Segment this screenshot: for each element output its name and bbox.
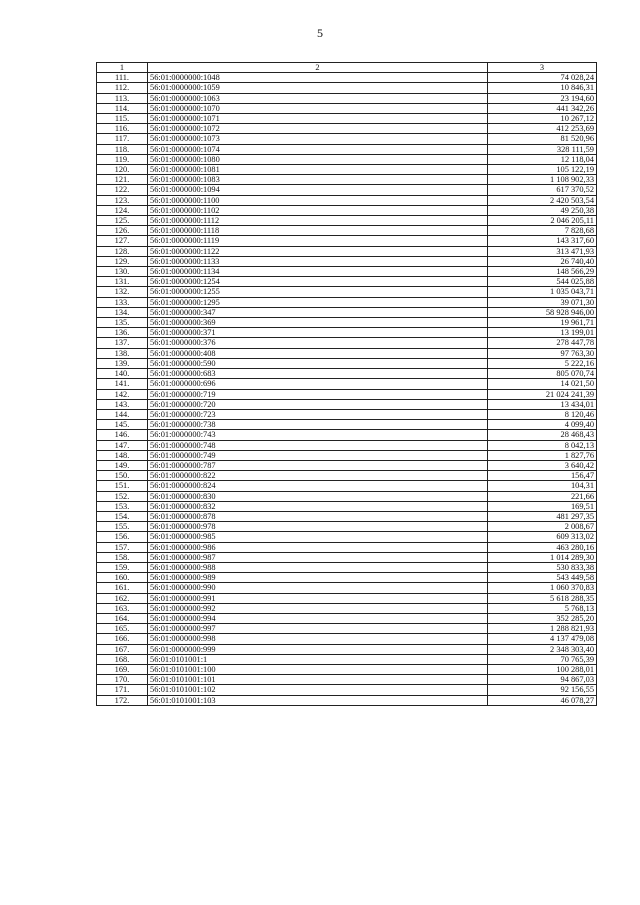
row-index: 165. xyxy=(97,624,148,634)
row-index: 161. xyxy=(97,583,148,593)
cadastral-value: 530 833,38 xyxy=(488,562,597,572)
row-index: 131. xyxy=(97,277,148,287)
cadastral-number: 56:01:0000000:371 xyxy=(148,328,488,338)
table-row xyxy=(97,195,597,205)
cadastral-value: 148 566,29 xyxy=(488,267,597,277)
cadastral-number: 56:01:0000000:1071 xyxy=(148,114,488,124)
row-index: 162. xyxy=(97,593,148,603)
column-header-cadastral-number: 2 xyxy=(148,63,488,73)
cadastral-value: 70 765,39 xyxy=(488,654,597,664)
cadastral-value: 13 199,01 xyxy=(488,328,597,338)
cadastral-number: 56:01:0000000:1112 xyxy=(148,216,488,226)
cadastral-value: 46 078,27 xyxy=(488,695,597,705)
cadastral-value: 1 288 821,93 xyxy=(488,624,597,634)
table-row xyxy=(97,399,597,409)
row-index: 166. xyxy=(97,634,148,644)
table-row xyxy=(97,134,597,144)
cadastral-value: 8 042,13 xyxy=(488,440,597,450)
row-index: 126. xyxy=(97,226,148,236)
cadastral-number: 56:01:0000000:720 xyxy=(148,399,488,409)
cadastral-number: 56:01:0101001:102 xyxy=(148,685,488,695)
row-index: 144. xyxy=(97,409,148,419)
row-index: 122. xyxy=(97,185,148,195)
cadastral-value: 12 118,04 xyxy=(488,154,597,164)
row-index: 128. xyxy=(97,246,148,256)
cadastral-value: 2 046 205,11 xyxy=(488,216,597,226)
table-row xyxy=(97,664,597,674)
table-row xyxy=(97,144,597,154)
row-index: 146. xyxy=(97,430,148,440)
row-index: 135. xyxy=(97,318,148,328)
table-row xyxy=(97,328,597,338)
table-row xyxy=(97,562,597,572)
row-index: 141. xyxy=(97,379,148,389)
row-index: 171. xyxy=(97,685,148,695)
table-row xyxy=(97,593,597,603)
row-index: 148. xyxy=(97,450,148,460)
cadastral-number: 56:01:0000000:990 xyxy=(148,583,488,593)
cadastral-value: 8 120,46 xyxy=(488,409,597,419)
cadastral-value: 74 028,24 xyxy=(488,73,597,83)
table-row xyxy=(97,389,597,399)
cadastral-value: 2 008,67 xyxy=(488,522,597,532)
table-row xyxy=(97,685,597,695)
cadastral-value-table xyxy=(96,62,597,706)
cadastral-number: 56:01:0000000:1073 xyxy=(148,134,488,144)
cadastral-value: 617 370,52 xyxy=(488,185,597,195)
cadastral-number: 56:01:0000000:347 xyxy=(148,307,488,317)
table-row xyxy=(97,369,597,379)
row-index: 170. xyxy=(97,675,148,685)
row-index: 168. xyxy=(97,654,148,664)
cadastral-value: 10 267,12 xyxy=(488,114,597,124)
table-row xyxy=(97,409,597,419)
table-row xyxy=(97,481,597,491)
cadastral-value: 143 317,60 xyxy=(488,236,597,246)
table-row xyxy=(97,236,597,246)
row-index: 167. xyxy=(97,644,148,654)
table-row xyxy=(97,379,597,389)
table-row xyxy=(97,542,597,552)
cadastral-value: 49 250,38 xyxy=(488,205,597,215)
cadastral-number: 56:01:0000000:1134 xyxy=(148,267,488,277)
table-row xyxy=(97,226,597,236)
table-row xyxy=(97,532,597,542)
row-index: 140. xyxy=(97,369,148,379)
cadastral-number: 56:01:0000000:1119 xyxy=(148,236,488,246)
cadastral-number: 56:01:0000000:696 xyxy=(148,379,488,389)
cadastral-value: 441 342,26 xyxy=(488,103,597,113)
cadastral-value: 26 740,40 xyxy=(488,256,597,266)
row-index: 114. xyxy=(97,103,148,113)
row-index: 154. xyxy=(97,511,148,521)
row-index: 153. xyxy=(97,501,148,511)
row-index: 163. xyxy=(97,603,148,613)
cadastral-number: 56:01:0000000:1295 xyxy=(148,297,488,307)
cadastral-number: 56:01:0000000:748 xyxy=(148,440,488,450)
table-row xyxy=(97,420,597,430)
cadastral-value: 21 024 241,39 xyxy=(488,389,597,399)
cadastral-number: 56:01:0000000:787 xyxy=(148,460,488,470)
cadastral-value: 544 025,88 xyxy=(488,277,597,287)
cadastral-value: 1 035 043,71 xyxy=(488,287,597,297)
row-index: 139. xyxy=(97,358,148,368)
cadastral-value: 94 867,03 xyxy=(488,675,597,685)
table-row xyxy=(97,552,597,562)
table-row xyxy=(97,644,597,654)
table-row xyxy=(97,93,597,103)
cadastral-value: 481 297,35 xyxy=(488,511,597,521)
cadastral-number: 56:01:0000000:749 xyxy=(148,450,488,460)
cadastral-number: 56:01:0000000:989 xyxy=(148,573,488,583)
row-index: 136. xyxy=(97,328,148,338)
cadastral-number: 56:01:0000000:743 xyxy=(148,430,488,440)
cadastral-number: 56:01:0101001:103 xyxy=(148,695,488,705)
row-index: 137. xyxy=(97,338,148,348)
table-row xyxy=(97,267,597,277)
cadastral-number: 56:01:0000000:997 xyxy=(148,624,488,634)
row-index: 159. xyxy=(97,562,148,572)
table-row xyxy=(97,654,597,664)
cadastral-number: 56:01:0000000:999 xyxy=(148,644,488,654)
table-row xyxy=(97,471,597,481)
cadastral-number: 56:01:0000000:998 xyxy=(148,634,488,644)
table-row xyxy=(97,256,597,266)
cadastral-value: 1 014 289,30 xyxy=(488,552,597,562)
table-row xyxy=(97,634,597,644)
cadastral-number: 56:01:0000000:1133 xyxy=(148,256,488,266)
cadastral-value: 58 928 946,00 xyxy=(488,307,597,317)
cadastral-value: 543 449,58 xyxy=(488,573,597,583)
cadastral-value: 14 021,50 xyxy=(488,379,597,389)
cadastral-value: 1 827,76 xyxy=(488,450,597,460)
cadastral-number: 56:01:0000000:1083 xyxy=(148,175,488,185)
cadastral-value: 169,51 xyxy=(488,501,597,511)
cadastral-number: 56:01:0000000:985 xyxy=(148,532,488,542)
cadastral-number: 56:01:0000000:1100 xyxy=(148,195,488,205)
cadastral-number: 56:01:0000000:1080 xyxy=(148,154,488,164)
cadastral-number: 56:01:0000000:991 xyxy=(148,593,488,603)
table-row xyxy=(97,338,597,348)
row-index: 150. xyxy=(97,471,148,481)
row-index: 113. xyxy=(97,93,148,103)
cadastral-number: 56:01:0000000:683 xyxy=(148,369,488,379)
row-index: 151. xyxy=(97,481,148,491)
cadastral-value: 1 060 370,83 xyxy=(488,583,597,593)
table-row xyxy=(97,348,597,358)
table-row xyxy=(97,603,597,613)
column-header-index: 1 xyxy=(97,63,148,73)
cadastral-value: 28 468,43 xyxy=(488,430,597,440)
row-index: 156. xyxy=(97,532,148,542)
row-index: 120. xyxy=(97,165,148,175)
table-body xyxy=(97,73,597,706)
cadastral-number: 56:01:0000000:1254 xyxy=(148,277,488,287)
cadastral-number: 56:01:0000000:1070 xyxy=(148,103,488,113)
row-index: 117. xyxy=(97,134,148,144)
table-row xyxy=(97,511,597,521)
row-index: 142. xyxy=(97,389,148,399)
cadastral-number: 56:01:0101001:1 xyxy=(148,654,488,664)
row-index: 125. xyxy=(97,216,148,226)
cadastral-value: 609 313,02 xyxy=(488,532,597,542)
table-row xyxy=(97,460,597,470)
cadastral-number: 56:01:0000000:822 xyxy=(148,471,488,481)
cadastral-number: 56:01:0000000:369 xyxy=(148,318,488,328)
table-row xyxy=(97,358,597,368)
row-index: 130. xyxy=(97,267,148,277)
cadastral-number: 56:01:0000000:992 xyxy=(148,603,488,613)
table-row xyxy=(97,440,597,450)
row-index: 143. xyxy=(97,399,148,409)
cadastral-number: 56:01:0000000:1122 xyxy=(148,246,488,256)
page-number: 5 xyxy=(317,26,323,40)
table-row xyxy=(97,73,597,83)
table-row xyxy=(97,277,597,287)
row-index: 124. xyxy=(97,205,148,215)
table-row xyxy=(97,175,597,185)
row-index: 157. xyxy=(97,542,148,552)
row-index: 123. xyxy=(97,195,148,205)
cadastral-number: 56:01:0000000:986 xyxy=(148,542,488,552)
row-index: 121. xyxy=(97,175,148,185)
cadastral-number: 56:01:0101001:100 xyxy=(148,664,488,674)
cadastral-value: 92 156,55 xyxy=(488,685,597,695)
cadastral-number: 56:01:0000000:1074 xyxy=(148,144,488,154)
table-row xyxy=(97,83,597,93)
row-index: 172. xyxy=(97,695,148,705)
column-header-value: 3 xyxy=(488,63,597,73)
row-index: 132. xyxy=(97,287,148,297)
table-row xyxy=(97,165,597,175)
cadastral-value: 105 122,19 xyxy=(488,165,597,175)
cadastral-value: 7 828,68 xyxy=(488,226,597,236)
cadastral-value: 5 222,16 xyxy=(488,358,597,368)
cadastral-value: 313 471,93 xyxy=(488,246,597,256)
cadastral-value: 2 420 503,54 xyxy=(488,195,597,205)
cadastral-value: 13 434,01 xyxy=(488,399,597,409)
row-index: 164. xyxy=(97,613,148,623)
cadastral-number: 56:01:0000000:590 xyxy=(148,358,488,368)
table-row xyxy=(97,154,597,164)
cadastral-number: 56:01:0000000:830 xyxy=(148,491,488,501)
row-index: 116. xyxy=(97,124,148,134)
table-row xyxy=(97,583,597,593)
cadastral-value: 2 348 303,40 xyxy=(488,644,597,654)
cadastral-number: 56:01:0000000:1072 xyxy=(148,124,488,134)
row-index: 127. xyxy=(97,236,148,246)
table-header-row xyxy=(97,63,597,73)
row-index: 115. xyxy=(97,114,148,124)
cadastral-value: 412 253,69 xyxy=(488,124,597,134)
cadastral-number: 56:01:0000000:1063 xyxy=(148,93,488,103)
row-index: 158. xyxy=(97,552,148,562)
cadastral-number: 56:01:0000000:408 xyxy=(148,348,488,358)
cadastral-value: 10 846,31 xyxy=(488,83,597,93)
table-row xyxy=(97,501,597,511)
row-index: 138. xyxy=(97,348,148,358)
row-index: 155. xyxy=(97,522,148,532)
cadastral-value: 5 618 288,35 xyxy=(488,593,597,603)
cadastral-number: 56:01:0000000:723 xyxy=(148,409,488,419)
cadastral-value: 3 640,42 xyxy=(488,460,597,470)
cadastral-number: 56:01:0000000:987 xyxy=(148,552,488,562)
row-index: 152. xyxy=(97,491,148,501)
row-index: 147. xyxy=(97,440,148,450)
cadastral-number: 56:01:0000000:824 xyxy=(148,481,488,491)
row-index: 134. xyxy=(97,307,148,317)
cadastral-number: 56:01:0000000:1048 xyxy=(148,73,488,83)
table-row xyxy=(97,522,597,532)
cadastral-number: 56:01:0000000:1094 xyxy=(148,185,488,195)
row-index: 145. xyxy=(97,420,148,430)
cadastral-number: 56:01:0000000:978 xyxy=(148,522,488,532)
cadastral-value: 352 285,20 xyxy=(488,613,597,623)
cadastral-value: 19 961,71 xyxy=(488,318,597,328)
cadastral-value: 23 194,60 xyxy=(488,93,597,103)
table-row xyxy=(97,103,597,113)
table-row xyxy=(97,624,597,634)
table-row xyxy=(97,124,597,134)
table-row xyxy=(97,216,597,226)
cadastral-number: 56:01:0000000:719 xyxy=(148,389,488,399)
cadastral-number: 56:01:0000000:376 xyxy=(148,338,488,348)
cadastral-number: 56:01:0000000:738 xyxy=(148,420,488,430)
cadastral-number: 56:01:0000000:1081 xyxy=(148,165,488,175)
table-row xyxy=(97,318,597,328)
cadastral-number: 56:01:0000000:878 xyxy=(148,511,488,521)
cadastral-value: 5 768,13 xyxy=(488,603,597,613)
cadastral-value: 4 099,40 xyxy=(488,420,597,430)
cadastral-number: 56:01:0000000:988 xyxy=(148,562,488,572)
cadastral-number: 56:01:0101001:101 xyxy=(148,675,488,685)
cadastral-number: 56:01:0000000:1059 xyxy=(148,83,488,93)
table-row xyxy=(97,307,597,317)
table-row xyxy=(97,205,597,215)
row-index: 133. xyxy=(97,297,148,307)
table-row xyxy=(97,695,597,705)
cadastral-value: 104,31 xyxy=(488,481,597,491)
row-index: 112. xyxy=(97,83,148,93)
cadastral-value: 156,47 xyxy=(488,471,597,481)
row-index: 119. xyxy=(97,154,148,164)
table-row xyxy=(97,297,597,307)
cadastral-number: 56:01:0000000:1255 xyxy=(148,287,488,297)
table-row xyxy=(97,430,597,440)
table-row xyxy=(97,450,597,460)
row-index: 160. xyxy=(97,573,148,583)
table-row xyxy=(97,613,597,623)
row-index: 111. xyxy=(97,73,148,83)
cadastral-value: 81 520,96 xyxy=(488,134,597,144)
cadastral-number: 56:01:0000000:994 xyxy=(148,613,488,623)
cadastral-value: 278 447,78 xyxy=(488,338,597,348)
row-index: 169. xyxy=(97,664,148,674)
table-row xyxy=(97,491,597,501)
row-index: 149. xyxy=(97,460,148,470)
cadastral-value: 328 111,59 xyxy=(488,144,597,154)
table-row xyxy=(97,114,597,124)
cadastral-value: 4 137 479,08 xyxy=(488,634,597,644)
cadastral-value: 39 071,30 xyxy=(488,297,597,307)
table-row xyxy=(97,287,597,297)
cadastral-number: 56:01:0000000:1102 xyxy=(148,205,488,215)
cadastral-value: 97 763,30 xyxy=(488,348,597,358)
cadastral-value: 805 070,74 xyxy=(488,369,597,379)
row-index: 129. xyxy=(97,256,148,266)
cadastral-value: 1 108 902,33 xyxy=(488,175,597,185)
table-row xyxy=(97,675,597,685)
cadastral-number: 56:01:0000000:1118 xyxy=(148,226,488,236)
cadastral-value: 100 288,01 xyxy=(488,664,597,674)
cadastral-number: 56:01:0000000:832 xyxy=(148,501,488,511)
table-row xyxy=(97,573,597,583)
row-index: 118. xyxy=(97,144,148,154)
cadastral-value: 463 280,16 xyxy=(488,542,597,552)
cadastral-value: 221,66 xyxy=(488,491,597,501)
table-row xyxy=(97,185,597,195)
table-row xyxy=(97,246,597,256)
